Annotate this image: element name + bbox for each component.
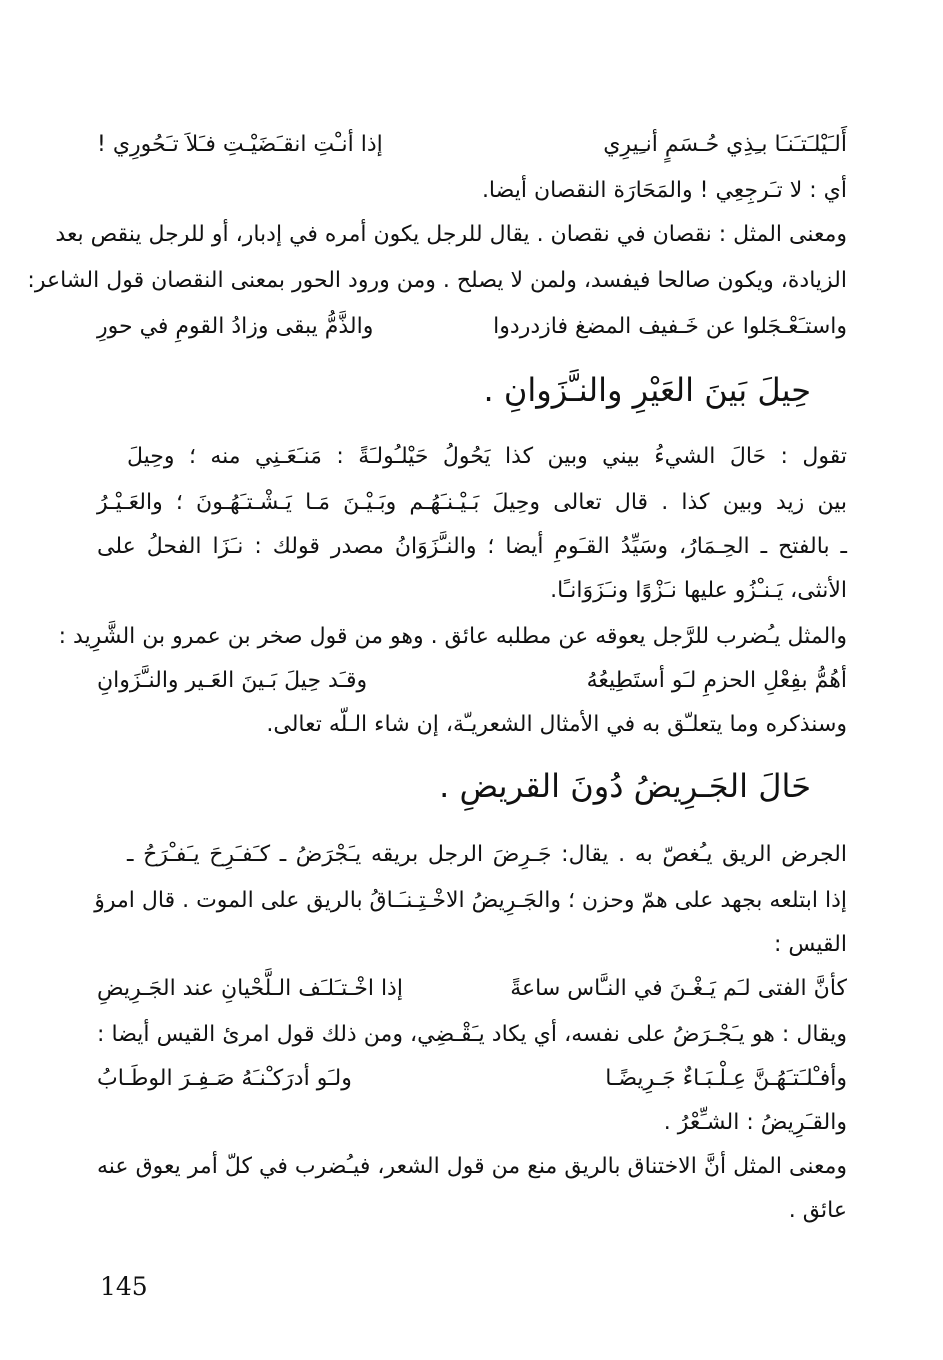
text-line: ـ بالفتح ـ الحِـمَارُ، وسَيِّدُ القـَومِ أيضا ؛ والنـَّزَوَانُ مصدر قولك : نـَزَا الفحلُ على bbox=[97, 534, 847, 559]
text-line: إذا ابتلعه بجهد على همّ وحزن ؛ والجَـرِيضُ الاخْـتِـنـَـاقُ بالريق على الموت . قال امرؤ bbox=[94, 888, 847, 913]
text-line: القيس : bbox=[773, 932, 847, 957]
poem-verse bbox=[97, 974, 847, 1004]
text-line: وسنذكره وما يتعلـّق به في الأمثال الشعريـّة، إن شاء الـلّه تعالى. bbox=[266, 712, 847, 737]
text-line: ومعنى المثل أنَّ الاختناق بالريق منع من قول الشعر، فيـُضرب في كلّ أمر يعوق عنه bbox=[97, 1154, 847, 1179]
verse-second-hemistich: والذَّمُّ يبقى وزادُ القومِ في حورِ bbox=[97, 314, 374, 339]
text-line: الجرض الريق يـُغصّ به . يقال: جَـرِضَ الرجل بريقه يـَجْرَضُ ـ كـَفـَرِحَ يـَفـْرَحُ ـ bbox=[127, 842, 847, 867]
verse-first-hemistich: كأنَّ الفتى لـَم يَـغْـنَ في النـَّاس ساعةً bbox=[510, 976, 847, 1001]
verse-second-hemistich: وقـَد حِيلَ بَـينَ العَـير والنـَّزَوانِ bbox=[97, 668, 368, 693]
text-line: والقـَرِيضُ : الشـِّعْرُ . bbox=[663, 1110, 847, 1135]
verse-second-hemistich: ولـَو أدرَكـْنـَهُ صَـفِـرَ الوطَـابُ bbox=[97, 1066, 352, 1091]
poem-verse bbox=[97, 130, 847, 160]
page-number: 145 bbox=[100, 1272, 148, 1301]
text-line: ومعنى المثل : نقصان في نقصان . يقال للرجل يكون أمره في إدبار، أو للرجل ينقص بعد bbox=[55, 222, 847, 247]
text-line: والمثل يـُضرب للرَّجل يعوقه عن مطلبه عائق . وهو من قول صخر بن عمرو بن الشَّرِيد : bbox=[58, 624, 847, 649]
text-line: الأنثى، يَـنـْزُو عليها نـَزْوًا ونـَزَوَانـًا. bbox=[550, 578, 847, 603]
text-line: ويقال : هو يـَجْـرَضُ على نفسه، أي يكاد يـَقْـضِي، ومن ذلك قول امرئ القيس أيضا : bbox=[97, 1022, 847, 1047]
text-line: بين زيد وبين كذا . قال تعالى وحِيلَ بَـيْـنـَهُـم وبَـيْـنَ مَـا يَـشْـتـَهُـونَ ؛ والعَـيْـرُ bbox=[97, 490, 847, 515]
proverb-heading: حَالَ الجَـرِيضُ دُونَ القريضِ . bbox=[439, 767, 811, 805]
verse-second-hemistich: إذا اخْـتـَلـَف الـلَّحْيانِ عند الجَـرِيضِ bbox=[97, 976, 403, 1001]
poem-verse bbox=[97, 1064, 847, 1094]
verse-first-hemistich: وأفـْلـَتـَهُـنَّ عِـلْـبَـاءٌ جَـرِيضًـا bbox=[605, 1066, 847, 1091]
verse-second-hemistich: إذا أنـْتِ انقـَضَيْـتِ فـَلاَ تـَحُورِي ! bbox=[97, 132, 383, 157]
verse-first-hemistich: أَلـَيْلـَتـَنـَا بـِذِي حُـسَمٍ أنـِيرِي bbox=[603, 132, 847, 157]
poem-verse bbox=[97, 312, 847, 342]
verse-first-hemistich: أهُمُّ بفِعْلِ الحزمِ لـَو أستَطِيعُهُ bbox=[586, 668, 847, 693]
text-line: عائق . bbox=[788, 1198, 847, 1223]
verse-first-hemistich: واستـَعْـجَلوا عن خَـفيف المضغ فازدردوا bbox=[493, 314, 847, 339]
text-line: الزيادة، ويكون صالحا فيفسد، ولمن لا يصلح . ومن ورود الحور بمعنى النقصان قول الشاعر: bbox=[27, 268, 847, 293]
text-line: أي : لا تـَرجِعِي ! والمَحَارَة النقصان أيضا. bbox=[481, 178, 847, 203]
text-line: تقول : حَالَ الشيءُ بيني وبين كذا يَحُولُ حَيْلـُولـَةً : مَنـَعَـنِي منه ؛ وحِيلَ bbox=[127, 444, 847, 469]
proverb-heading: حِيلَ بَينَ العَيْرِ والنـَّزَوانِ . bbox=[483, 371, 811, 409]
poem-verse bbox=[97, 666, 847, 696]
